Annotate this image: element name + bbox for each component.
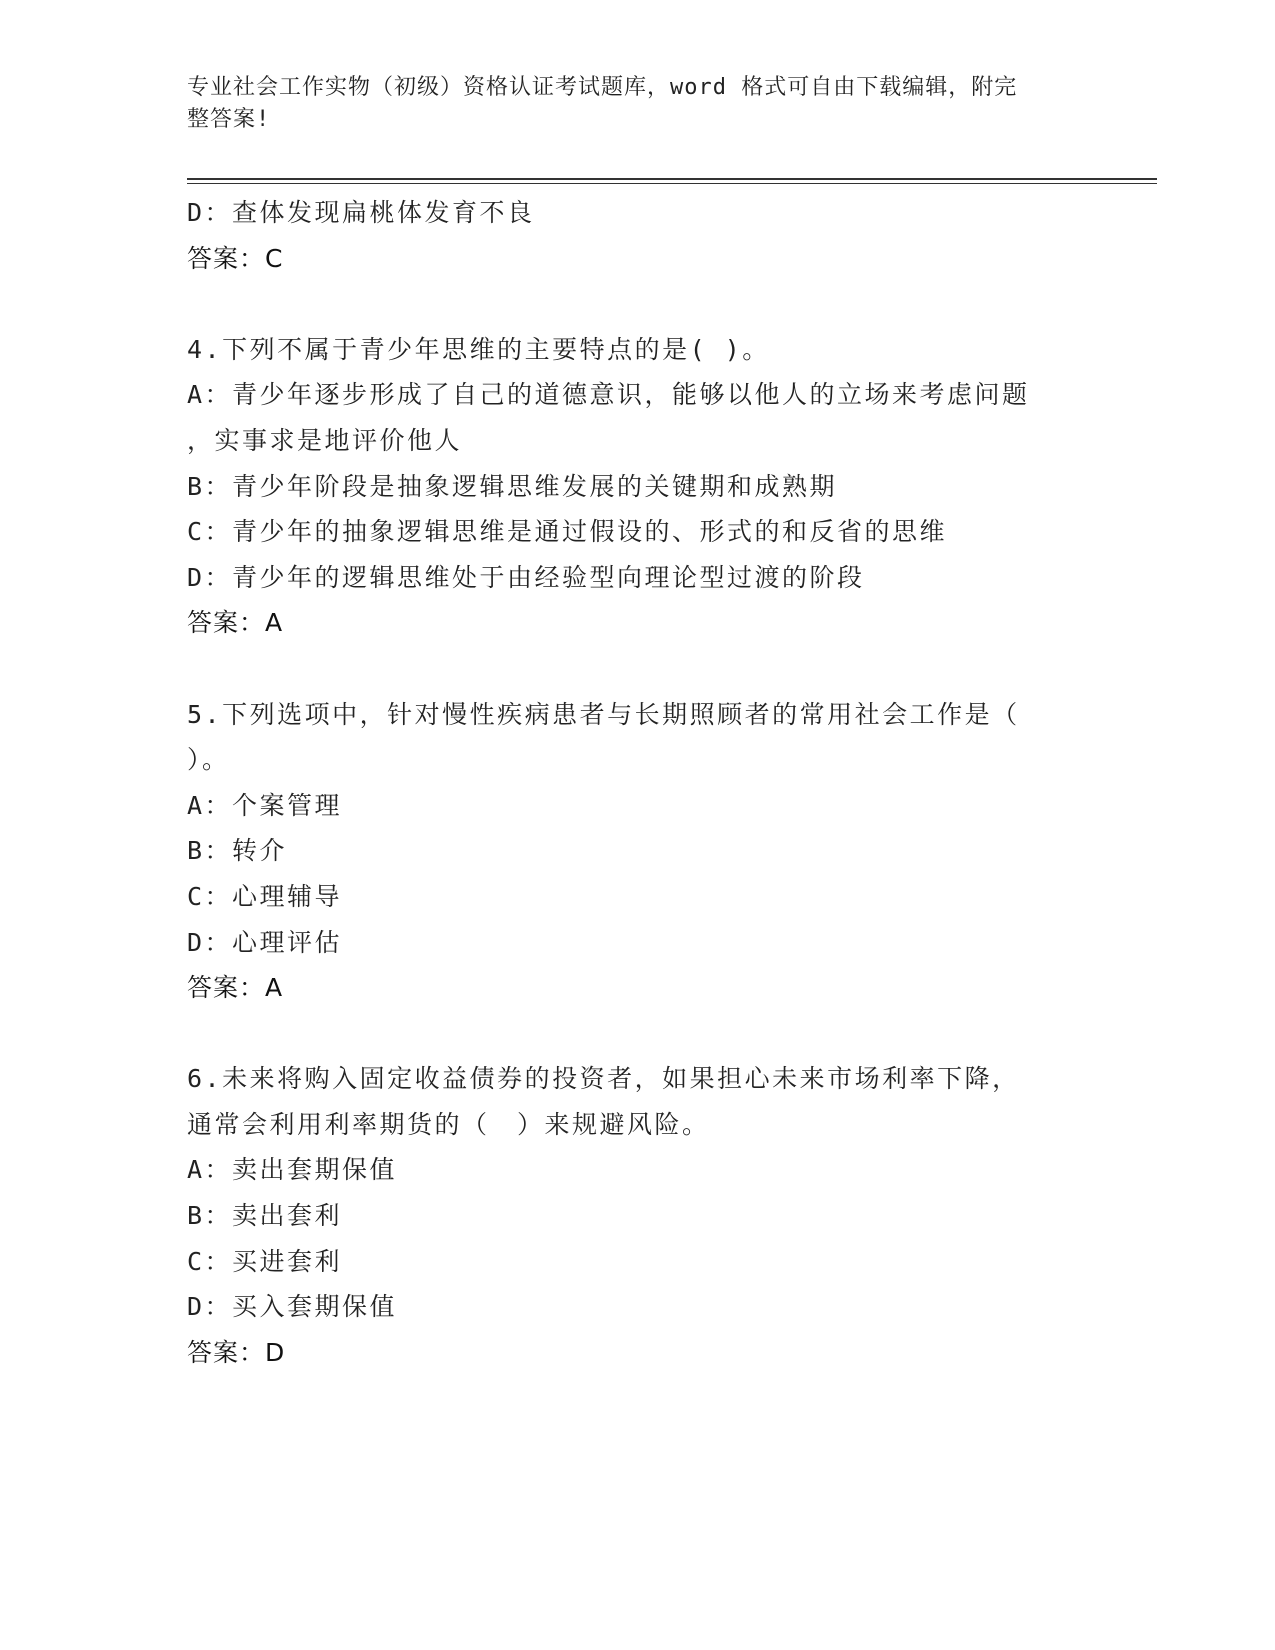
header-line-1: 专业社会工作实物（初级）资格认证考试题库，word 格式可自由下载编辑，附完 [187, 75, 1018, 100]
document-header [187, 72, 1067, 136]
answer: 答案：D [187, 1337, 286, 1367]
question-stem: 5.下列选项中，针对慢性疾病患者与长期照顾者的常用社会工作是（ [187, 699, 1020, 729]
option-c: C：心理辅导 [187, 881, 343, 911]
question-5 [187, 692, 1147, 1011]
answer: 答案：A [187, 973, 284, 1003]
option-d: D：心理评估 [187, 927, 343, 957]
question-6 [187, 1056, 1147, 1375]
option-a: A：个案管理 [187, 790, 343, 820]
question-stem-continuation: ）。 [187, 745, 230, 775]
option-b: B：青少年阶段是抽象逻辑思维发展的关键期和成熟期 [187, 471, 838, 501]
option-d: D：查体发现扁桃体发育不良 [187, 198, 535, 227]
option-a: A：卖出套期保值 [187, 1155, 398, 1185]
header-line-2: 整答案! [187, 107, 271, 132]
option-c: C：买进套利 [187, 1246, 343, 1276]
question-stem: 4.下列不属于青少年思维的主要特点的是( )。 [187, 334, 770, 364]
spacer [187, 281, 1147, 327]
question-stem-continuation: 通常会利用利率期货的（ ）来规避风险。 [187, 1109, 710, 1139]
option-d: D：买入套期保值 [187, 1292, 398, 1322]
question-4 [187, 327, 1147, 646]
option-c: C：青少年的抽象逻辑思维是通过假设的、形式的和反省的思维 [187, 517, 948, 547]
option-b: B：转介 [187, 836, 288, 866]
answer: 答案：A [187, 608, 284, 638]
option-a-continuation: ，实事求是地评价他人 [187, 425, 463, 455]
option-b: B：卖出套利 [187, 1201, 343, 1231]
spacer [187, 646, 1147, 692]
question-3-tail [187, 190, 1147, 281]
option-a: A：青少年逐步形成了自己的道德意识，能够以他人的立场来考虑问题 [187, 380, 1030, 410]
question-stem: 6.未来将购入固定收益债券的投资者，如果担心未来市场利率下降， [187, 1064, 1020, 1094]
header-divider [187, 178, 1157, 184]
question-list [187, 190, 1147, 1375]
answer: 答案：C [187, 243, 284, 273]
spacer [187, 1011, 1147, 1057]
option-d: D：青少年的逻辑思维处于由经验型向理论型过渡的阶段 [187, 562, 865, 592]
